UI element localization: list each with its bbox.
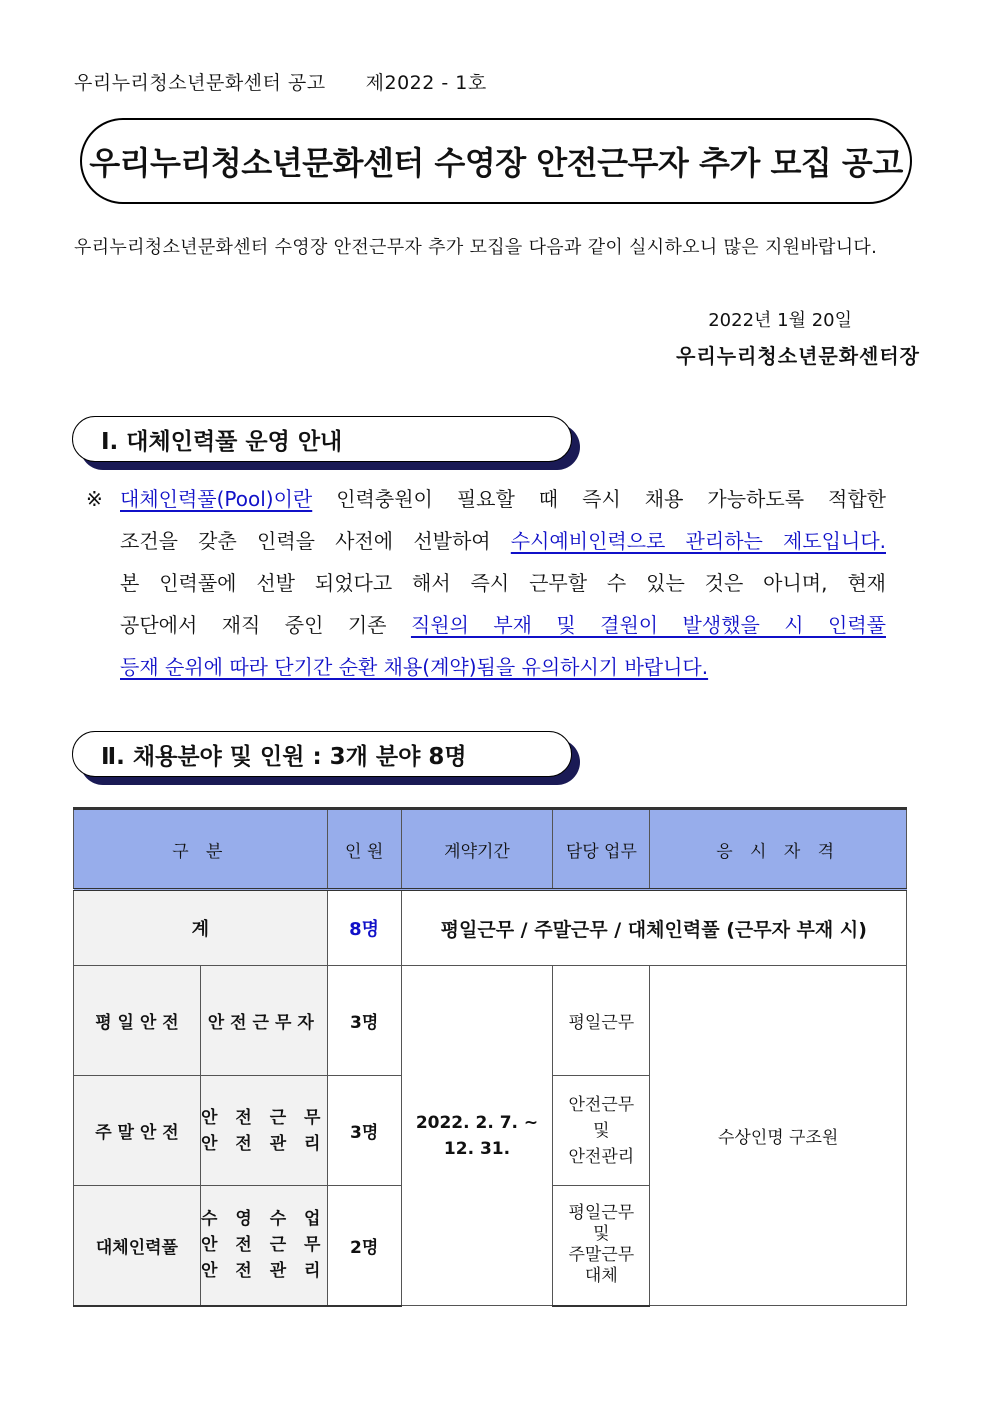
row-count: 3명 xyxy=(327,1076,401,1186)
section2-heading xyxy=(72,731,572,777)
col-category: 구 분 xyxy=(74,809,328,890)
col-duty: 담당 업무 xyxy=(553,809,650,890)
total-count: 8명 xyxy=(327,890,401,966)
section1-heading xyxy=(72,416,572,462)
row-duty: 평일근무 xyxy=(553,966,650,1076)
col-qualification: 응 시 자 격 xyxy=(650,809,907,890)
pool-description xyxy=(86,478,886,688)
recruitment-table xyxy=(73,807,907,1307)
duty-line: 평일근무 xyxy=(568,1203,635,1224)
row-category: 평 일 안 전 xyxy=(74,966,201,1076)
section2-title: Ⅱ. 채용분야 및 인원 : 3개 분야 8명 xyxy=(72,731,572,777)
period-end: 12. 31. xyxy=(443,1138,511,1159)
col-period: 계약기간 xyxy=(401,809,553,890)
role-line: 안 전 관 리 xyxy=(201,1133,327,1154)
row-count: 3명 xyxy=(327,966,401,1076)
row-category: 주 말 안 전 xyxy=(74,1076,201,1186)
issuer: 우리누리청소년문화센터장 xyxy=(676,344,920,368)
pool-line-1 xyxy=(120,478,886,520)
duty-line: 주말근무 xyxy=(568,1245,635,1266)
table-row-total xyxy=(74,890,907,966)
row-duty xyxy=(553,1076,650,1186)
contract-period xyxy=(401,966,553,1306)
pool-line-5 xyxy=(120,646,886,688)
pool-caution: 등재 순위에 따라 단기간 순환 채용(계약)됨을 유의하시기 바랍니다. xyxy=(120,655,709,679)
title-box xyxy=(80,118,912,204)
notice-number: 제2022 - 1호 xyxy=(365,72,487,94)
period-start: 2022. 2. 7. ~ xyxy=(415,1112,539,1133)
qualification: 수상인명 구조원 xyxy=(650,966,907,1306)
note-mark: ※ xyxy=(86,487,103,511)
duty-line: 대체 xyxy=(584,1266,618,1287)
notice-header xyxy=(74,68,487,95)
section1-title: Ⅰ. 대체인력풀 운영 안내 xyxy=(72,416,572,462)
notice-date: 2022년 1월 20일 xyxy=(708,310,852,331)
row-category: 대체인력풀 xyxy=(74,1186,201,1306)
col-count: 인 원 xyxy=(327,809,401,890)
pool-line-1-rest: 인력충원이 필요할 때 즉시 채용 가능하도록 적합한 xyxy=(312,487,886,511)
intro-text: 우리누리청소년문화센터 수영장 안전근무자 추가 모집을 다음과 같이 실시하오니 많은 지원바랍니다. xyxy=(74,237,878,258)
role-line: 수 영 수 업 xyxy=(201,1209,327,1230)
duty-line: 안전근무 xyxy=(568,1094,635,1115)
pool-definition: 수시예비인력으로 관리하는 제도입니다. xyxy=(510,529,886,553)
pool-condition: 직원의 부재 및 결원이 발생했을 시 인력풀 xyxy=(410,613,886,637)
notice-org: 우리누리청소년문화센터 공고 xyxy=(74,72,326,94)
duty-line: 및 xyxy=(593,1120,610,1141)
row-role: 안전근무자 xyxy=(200,966,327,1076)
role-line: 안 전 관 리 xyxy=(201,1261,327,1282)
pool-term: 대체인력풀(Pool)이란 xyxy=(120,487,313,511)
role-line: 안 전 근 무 xyxy=(201,1235,327,1256)
pool-line-2 xyxy=(120,520,886,562)
table-header-row xyxy=(74,809,907,890)
role-line: 안 전 근 무 xyxy=(201,1107,327,1128)
row-role xyxy=(200,1186,327,1306)
row-duty xyxy=(553,1186,650,1306)
total-label: 계 xyxy=(74,890,328,966)
row-count: 2명 xyxy=(327,1186,401,1306)
total-note: 평일근무 / 주말근무 / 대체인력풀 (근무자 부재 시) xyxy=(401,890,906,966)
pool-line-3: 본 인력풀에 선발 되었다고 해서 즉시 근무할 수 있는 것은 아니며, 현재 xyxy=(120,571,886,595)
row-role xyxy=(200,1076,327,1186)
table-row xyxy=(74,966,907,1076)
duty-line: 및 xyxy=(593,1224,610,1245)
pool-line-2-a: 조건을 갖춘 인력을 사전에 선발하여 xyxy=(120,529,511,553)
pool-line-4-a: 공단에서 재직 중인 기존 xyxy=(120,613,411,637)
pool-line-4 xyxy=(120,604,886,646)
duty-line: 안전관리 xyxy=(568,1146,635,1167)
page-title: 우리누리청소년문화센터 수영장 안전근무자 추가 모집 공고 xyxy=(89,144,903,182)
